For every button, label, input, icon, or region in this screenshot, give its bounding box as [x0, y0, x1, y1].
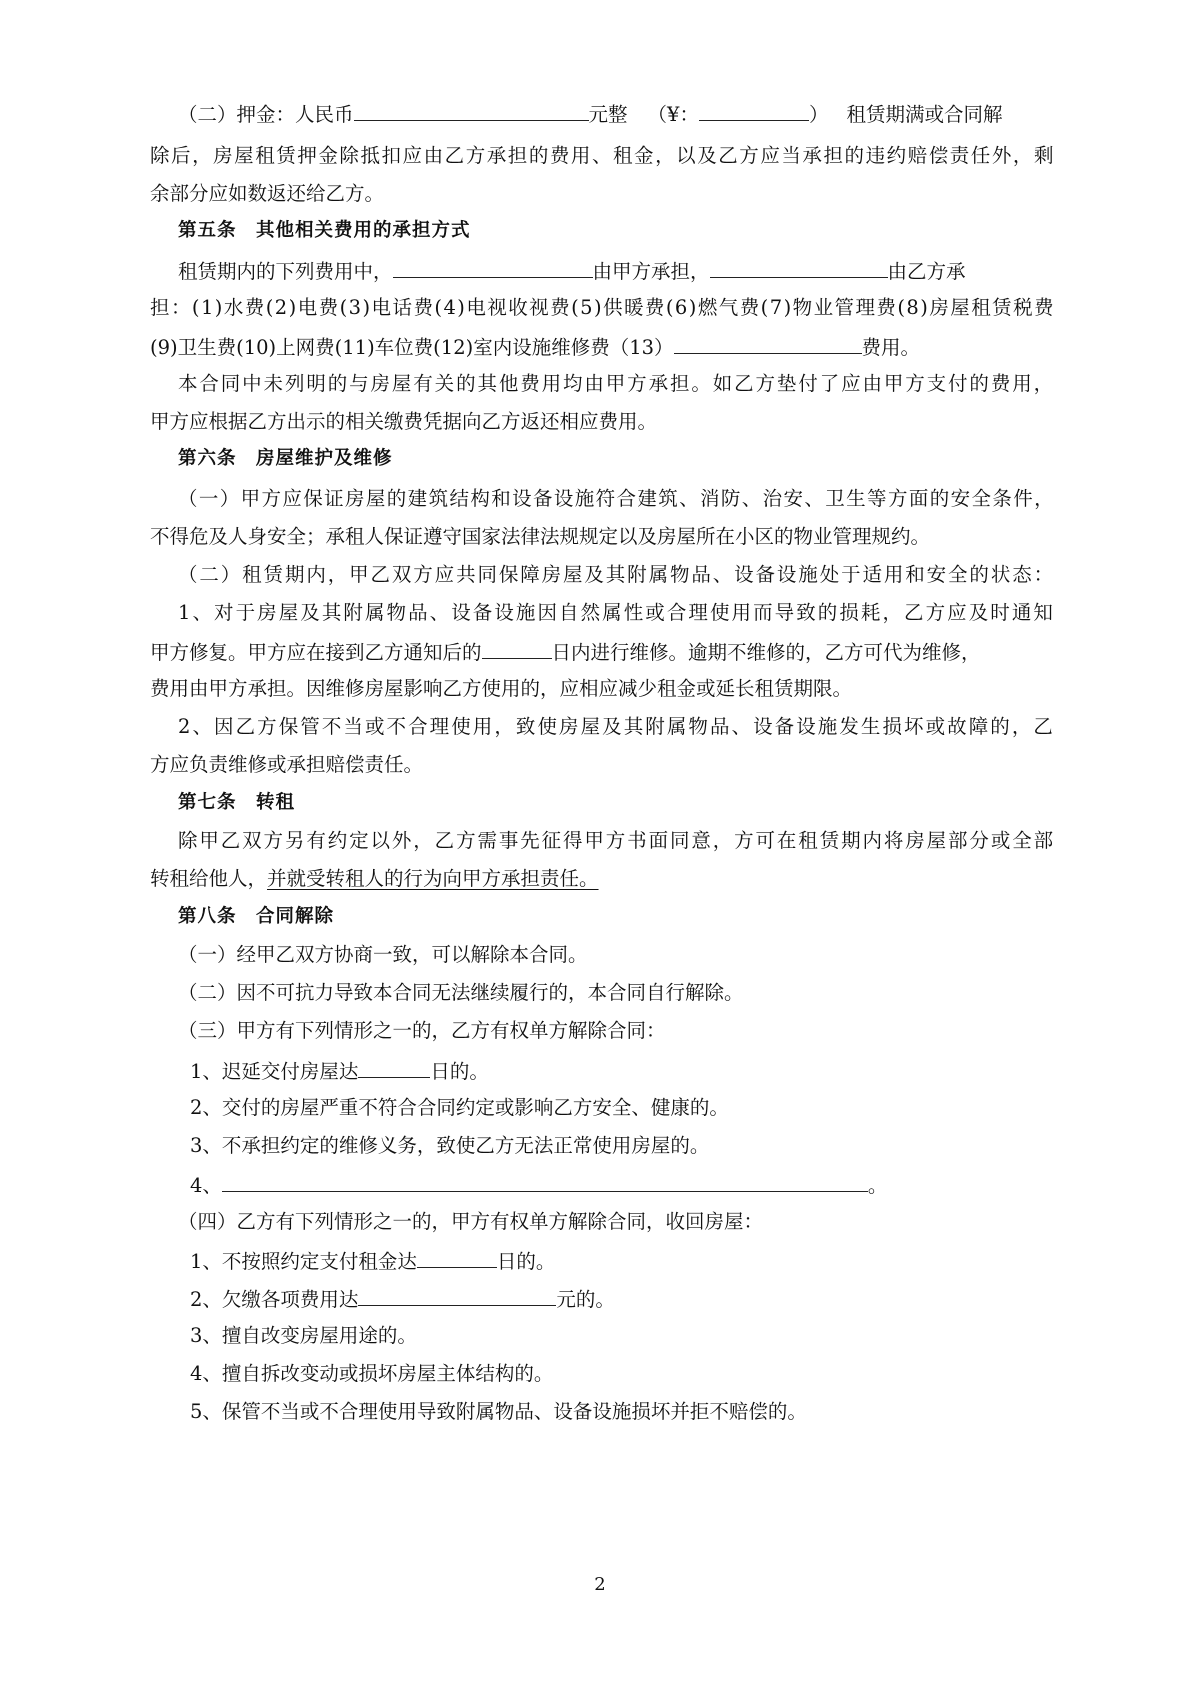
repair-notice-text: 甲方修复。甲方应在接到乙方通知后的: [150, 641, 482, 664]
landlord-case-2: 2、交付的房屋严重不符合合同约定或影响乙方安全、健康的。: [190, 1096, 729, 1119]
case-4-period: 。: [867, 1174, 888, 1197]
landlord-case-1: [190, 1057, 489, 1085]
sublet-responsibility-underlined: 并就受转租人的行为向甲方承担责任。: [267, 867, 599, 890]
maintenance-p2: （二）租赁期内，甲乙双方应共同保障房屋及其附属物品、设备设施处于适用和安全的状态：: [178, 563, 1055, 586]
landlord-fees-blank[interactable]: [393, 257, 593, 278]
rent-overdue-tail: 日的。: [496, 1250, 556, 1273]
fees-line-3: [150, 333, 920, 361]
landlord-case-3: 3、不承担约定的维修义务，致使乙方无法正常使用房屋的。: [190, 1134, 710, 1157]
late-delivery-text: 1、迟延交付房屋达: [190, 1060, 359, 1083]
deposit-unit: 元整: [588, 103, 628, 126]
deposit-line-1: [178, 100, 1002, 128]
deposit-label: （二）押金：人民币: [178, 103, 354, 126]
tenant-fees-blank[interactable]: [710, 257, 888, 278]
tenant-case-5: 5、保管不当或不合理使用导致附属物品、设备设施损坏并拒不赔偿的。: [190, 1400, 807, 1423]
deposit-tail: 租赁期满或合同解: [846, 103, 1003, 126]
unpaid-fees-text: 2、欠缴各项费用达: [190, 1288, 359, 1311]
tenant-case-4: 4、擅自拆改变动或损坏房屋主体结构的。: [190, 1362, 554, 1385]
article-7-title: 第七条 转租: [178, 792, 296, 813]
termination-p1: （一）经甲乙双方协商一致，可以解除本合同。: [178, 943, 588, 966]
tenant-case-1: [190, 1247, 555, 1275]
article-8-title: 第八条 合同解除: [178, 906, 335, 927]
landlord-case-4: [190, 1171, 887, 1199]
deposit-yen-blank[interactable]: [699, 100, 809, 121]
landlord-bears: 由甲方承担，: [592, 260, 710, 283]
maintenance-p1-line-1: （一）甲方应保证房屋的建筑结构和设备设施符合建筑、消防、治安、卫生等方面的安全条件，: [178, 487, 1055, 510]
late-delivery-days-blank[interactable]: [358, 1057, 430, 1078]
termination-p2: （二）因不可抗力导致本合同无法继续履行的，本合同自行解除。: [178, 981, 744, 1004]
unpaid-fees-amount-blank[interactable]: [358, 1285, 556, 1306]
fees-intro: 租赁期内的下列费用中，: [178, 260, 393, 283]
deposit-line-3: 余部分应如数返还给乙方。: [150, 182, 385, 205]
fees-line-1: [178, 257, 966, 285]
fees-line-2: 担：(1)水费(2)电费(3)电话费(4)电视收视费(5)供暖费(6)燃气费(7)物业管理费(8)房屋租赁税费: [150, 296, 1055, 319]
repair-days-blank[interactable]: [482, 638, 552, 659]
sublet-text: 转租给他人，: [150, 867, 268, 890]
maintenance-item2-line-2: 方应负责维修或承担赔偿责任。: [150, 753, 424, 776]
maintenance-item1-line-2: [150, 638, 981, 666]
deposit-close-paren: ）: [808, 103, 829, 126]
sublet-line-2: [150, 866, 599, 892]
repair-days-tail: 日内进行维修。逾期不维修的，乙方可代为维修，: [551, 641, 981, 664]
maintenance-item2-line-1: 2、因乙方保管不当或不合理使用，致使房屋及其附属物品、设备设施发生损坏或故障的，乙: [178, 715, 1055, 738]
other-fees-line-1: 本合同中未列明的与房屋有关的其他费用均由甲方承担。如乙方垫付了应由甲方支付的费用，: [178, 372, 1055, 395]
deposit-amount-blank[interactable]: [354, 100, 589, 121]
termination-p3: （三）甲方有下列情形之一的，乙方有权单方解除合同：: [178, 1019, 666, 1042]
fees-list-tail: (9)卫生费(10)上网费(11)车位费(12)室内设施维修费（13）: [150, 336, 674, 359]
fee-13-blank[interactable]: [674, 333, 862, 354]
rent-overdue-days-blank[interactable]: [417, 1247, 497, 1268]
tenant-bears: 由乙方承: [887, 260, 966, 283]
article-5-title: 第五条 其他相关费用的承担方式: [178, 220, 471, 241]
case-4-blank[interactable]: [222, 1171, 868, 1192]
article-6-title: 第六条 房屋维护及维修: [178, 448, 393, 469]
termination-p4: （四）乙方有下列情形之一的，甲方有权单方解除合同，收回房屋：: [178, 1210, 764, 1233]
deposit-line-2: 除后，房屋租赁押金除抵扣应由乙方承担的费用、租金，以及乙方应当承担的违约赔偿责任外，剩: [150, 144, 1055, 167]
maintenance-item1-line-3: 费用由甲方承担。因维修房屋影响乙方使用的，应相应减少租金或延长租赁期限。: [150, 677, 853, 700]
other-fees-line-2: 甲方应根据乙方出示的相关缴费凭据向乙方返还相应费用。: [150, 410, 658, 433]
case-4-number: 4、: [190, 1174, 222, 1197]
tenant-case-2: [190, 1285, 615, 1313]
rent-overdue-text: 1、不按照约定支付租金达: [190, 1250, 417, 1273]
sublet-line-1: 除甲乙双方另有约定以外，乙方需事先征得甲方书面同意，方可在租赁期内将房屋部分或全部: [178, 829, 1055, 852]
late-delivery-tail: 日的。: [430, 1060, 489, 1083]
page-number: 2: [594, 1574, 606, 1595]
tenant-case-3: 3、擅自改变房屋用途的。: [190, 1324, 417, 1347]
maintenance-item1-line-1: 1、对于房屋及其附属物品、设备设施因自然属性或合理使用而导致的损耗，乙方应及时通知: [178, 601, 1055, 624]
unpaid-fees-tail: 元的。: [556, 1288, 615, 1311]
maintenance-p1-line-2: 不得危及人身安全；承租人保证遵守国家法律法规规定以及房屋所在小区的物业管理规约。: [150, 525, 931, 548]
fees-suffix: 费用。: [861, 336, 921, 359]
deposit-yen-label: （¥：: [647, 103, 699, 126]
